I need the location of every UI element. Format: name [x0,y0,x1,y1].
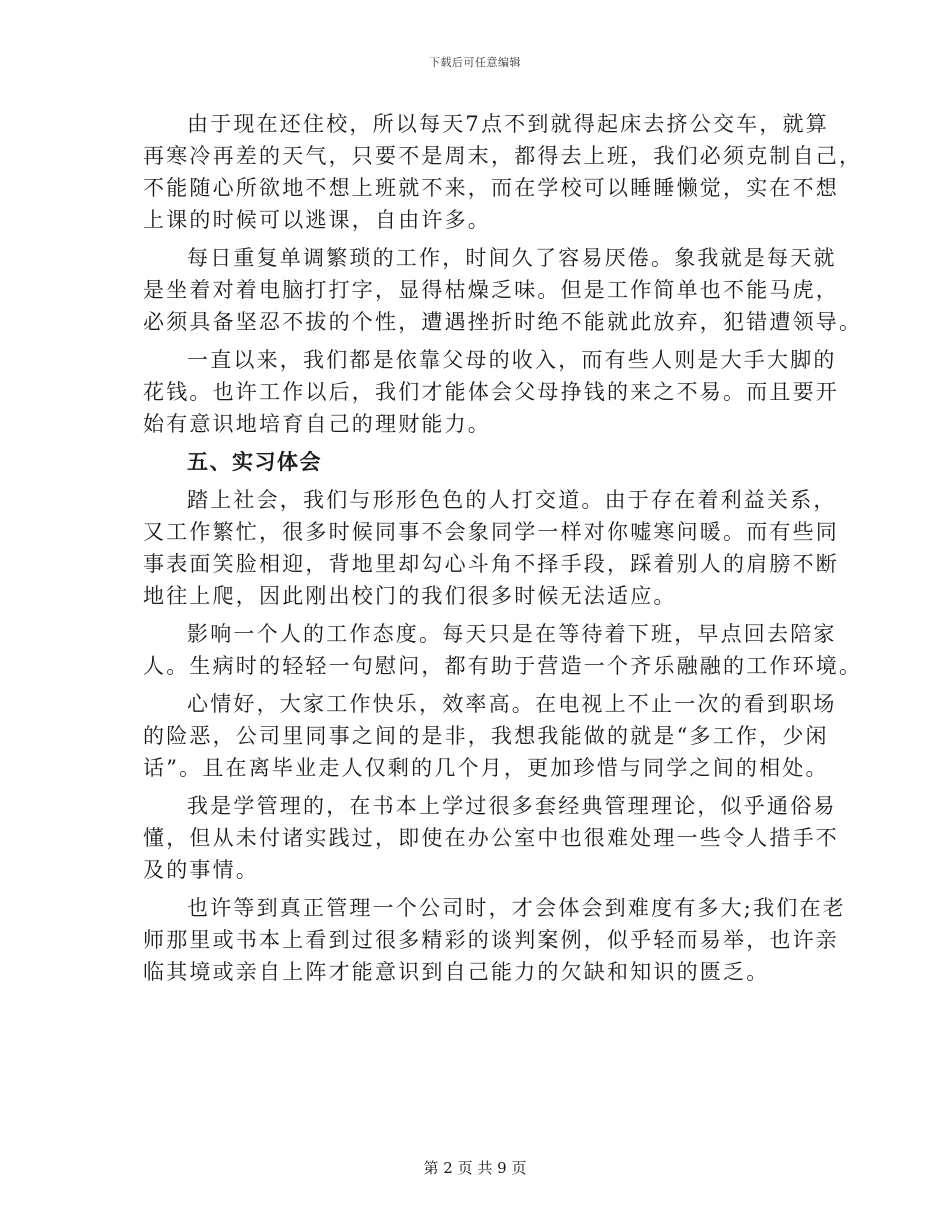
page-header: 下载后可任意编辑 [429,56,521,69]
paragraph-line: 踏上社会，我们与形形色色的人打交道。由于存在着利益关系， [187,488,837,512]
page-number: 第 2 页 共 9 页 [423,1159,527,1177]
paragraph-line: 始有意识地培育自己的理财能力。 [143,412,491,436]
paragraph [143,242,863,338]
paragraph [143,344,839,440]
paragraph-line: 花钱。也许工作以后，我们才能体会父母挣钱的来之不易。而且要开 [143,380,839,404]
paragraph-line: 是坐着对着电脑打打字，显得枯燥乏味。但是工作简单也不能马虎， [143,278,839,302]
paragraph-line: 影响一个人的工作态度。每天只是在等待着下班，早点回去陪家 [187,622,837,646]
paragraph-line: 上课的时候可以逃课，自由许多。 [143,208,491,232]
paragraph [143,892,846,988]
paragraph-line: 不能随心所欲地不想上班就不来，而在学校可以睡睡懒觉，实在不想 [143,176,839,200]
paragraph-line: 事表面笑脸相迎，背地里却勾心斗角不择手段，踩着别人的肩膀不断 [143,552,839,576]
paragraph-line: 再寒冷再差的天气，只要不是周末，都得去上班，我们必须克制自己， [143,144,863,168]
paragraph-line: 话”。且在离毕业走人仅剩的几个月，更加珍惜与同学之间的相处。 [143,756,829,780]
paragraph-line: 地往上爬，因此刚出校门的我们很多时候无法适应。 [143,584,677,608]
paragraph-line: 心情好，大家工作快乐，效率高。在电视上不止一次的看到职场 [187,692,837,716]
paragraph-line: 人。生病时的轻轻一句慰问，都有助于营造一个齐乐融融的工作环境。 [143,654,863,678]
paragraph-line: 又工作繁忙，很多时候同事不会象同学一样对你嘘寒问暖。而有些同 [143,520,839,544]
paragraph-line: 必须具备坚忍不拔的个性，遭遇挫折时绝不能就此放弃，犯错遭领导。 [143,310,863,334]
paragraph-line: 每日重复单调繁琐的工作，时间久了容易厌倦。象我就是每天就 [187,246,837,270]
paragraph-line: 我是学管理的，在书本上学过很多套经典管理理论，似乎通俗易 [187,794,837,818]
paragraph [143,618,863,682]
paragraph-line: 临其境或亲自上阵才能意识到自己能力的欠缺和知识的匮乏。 [143,960,770,984]
paragraph-line: 由于现在还住校，所以每天7点不到就得起床去挤公交车，就算 [187,112,829,136]
paragraph-line: 及的事情。 [143,858,259,882]
paragraph [143,790,839,886]
paragraph-line: 一直以来，我们都是依靠父母的收入，而有些人则是大手大脚的 [187,348,837,372]
paragraph-line: 的险恶，公司里同事之间的是非，我想我能做的就是“多工作，少闲 [143,724,829,748]
paragraph-line: 懂，但从未付诸实践过，即使在办公室中也很难处理一些令人措手不 [143,826,839,850]
paragraph-line: 也许等到真正管理一个公司时，才会体会到难度有多大;我们在老 [187,896,846,920]
section-heading: 五、实习体会 [187,449,322,474]
paragraph [143,484,839,612]
document-body [143,108,863,988]
paragraph-line: 师那里或书本上看到过很多精彩的谈判案例，似乎轻而易举，也许亲 [143,928,839,952]
paragraph [143,108,863,236]
paragraph [143,688,837,784]
